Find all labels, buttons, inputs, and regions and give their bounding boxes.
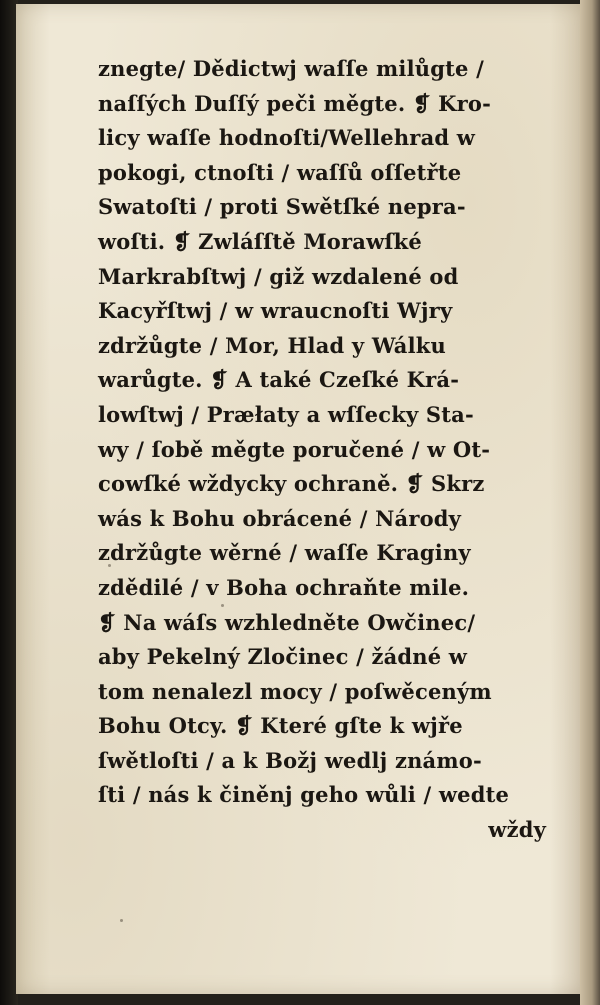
text-line: pokogi, ctnoſti / waſſů oſſetřte — [98, 159, 462, 185]
text-line: Swatoſti / proti Swětſké nepra- — [98, 194, 466, 220]
text-line: lowſtwj / Præłaty a wſſecky Sta- — [98, 401, 474, 427]
text-line: zdědilé / v Boha ochraňte mile. — [98, 574, 470, 600]
text-line: wy / ſobě měgte poručené / w Ot- — [98, 436, 491, 462]
blackletter-text-block — [98, 52, 558, 848]
text-line: cowſké wždycky ochraně. ❡ Skrz — [98, 471, 485, 497]
text-line: Bohu Otcy. ❡ Které gſte k wjře — [98, 713, 463, 739]
text-line: ſwětloſti / a k Božj wedlj známo- — [98, 747, 482, 773]
text-line: ❡ Na wáſs wzhledněte Owčinec/ — [98, 609, 476, 635]
text-line: zdržůgte wěrné / waſſe Kraginy — [98, 540, 471, 566]
text-line: ſti / nás k činěnj geho wůli / wedte — [98, 782, 510, 808]
text-line: aby Pekelný Zločinec / žádné w — [98, 644, 468, 670]
catchword: wždy — [488, 817, 546, 843]
page-stack-edge — [580, 0, 600, 1005]
ink-speck — [120, 919, 123, 922]
text-line: zdržůgte / Mor, Hlad y Wálku — [98, 332, 447, 358]
text-line: naſſých Duſſý peči měgte. ❡ Kro- — [98, 90, 491, 116]
text-line: woſti. ❡ Zwláſſtě Morawſké — [98, 228, 422, 254]
text-line: znegte/ Dědictwj waſſe milůgte / — [98, 56, 484, 81]
text-line: Kacyřſtwj / w wraucnoſti Wjry — [98, 298, 453, 324]
text-line: licy waſſe hodnoſti/Wellehrad w — [98, 125, 476, 151]
text-line: wás k Bohu obrácené / Národy — [98, 505, 462, 531]
text-line: warůgte. ❡ A také Czeſké Krá- — [98, 367, 460, 393]
text-line: Markrabſtwj / giž wzdalené od — [98, 263, 459, 289]
text-line: tom nenalezl mocy / poſwěceným — [98, 678, 492, 704]
